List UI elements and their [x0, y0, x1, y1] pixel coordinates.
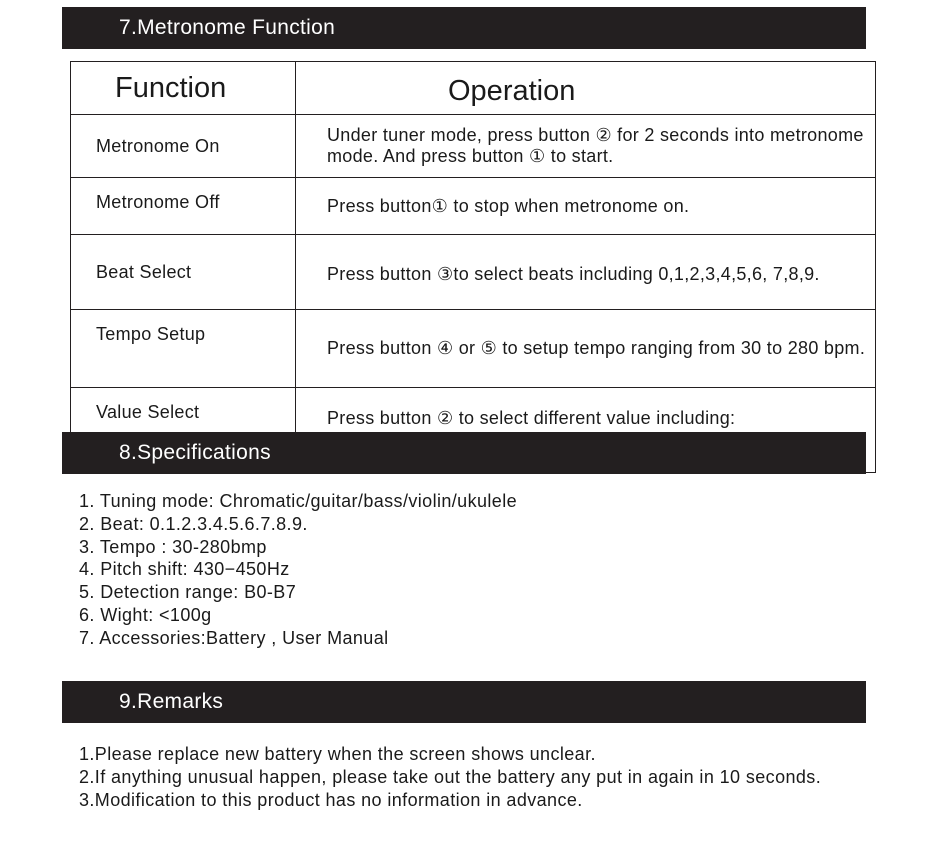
remarks-list	[79, 743, 839, 812]
section-8-title: 8.Specifications	[119, 441, 271, 464]
list-item: 1.Please replace new battery when the screen shows unclear.	[79, 744, 596, 764]
list-item: 7. Accessories:Battery , User Manual	[79, 627, 389, 648]
operation-text: Press button ② to select different value including:	[327, 407, 736, 428]
list-item: 2.If anything unusual happen, please take out the battery any put in again in 10 seconds.	[79, 767, 822, 787]
section-7-header	[62, 7, 866, 49]
list-item: 1. Tuning mode: Chromatic/guitar/bass/violin/ukulele	[79, 491, 518, 511]
operation-cell: Under tuner mode, press button ② for 2 seconds into metronome mode. And press button ① to start.	[296, 115, 876, 178]
section-9-title: 9.Remarks	[119, 690, 224, 713]
table-row	[71, 235, 876, 310]
list-item: 5. Detection range: B0-B7	[79, 582, 297, 603]
function-cell: Beat Select	[71, 235, 296, 310]
table-header-row	[71, 62, 876, 115]
table-row	[71, 310, 876, 388]
list-item: 4. Pitch shift: 430−450Hz	[79, 559, 290, 580]
operation-column-header: Operation	[296, 62, 876, 115]
specifications-list	[79, 490, 517, 650]
section-9-header	[62, 681, 866, 723]
operation-cell: Press button ④ or ⑤ to setup tempo ranging from 30 to 280 bpm.	[296, 310, 876, 388]
function-cell: Value Select	[71, 388, 296, 473]
list-item: 2. Beat: 0.1.2.3.4.5.6.7.8.9.	[79, 513, 308, 534]
function-cell: Tempo Setup	[71, 310, 296, 388]
list-item: 6. Wight: <100g	[79, 604, 212, 625]
operation-cell: Press button① to stop when metronome on.	[296, 178, 876, 235]
list-item: 3.Modification to this product has no information in advance.	[79, 790, 583, 810]
table-row	[71, 178, 876, 235]
section-8-header	[62, 432, 866, 474]
section-7-title: 7.Metronome Function	[119, 16, 336, 39]
metronome-function-table	[70, 61, 876, 473]
list-item: 3. Tempo : 30-280bmp	[79, 536, 267, 557]
function-column-header: Function	[71, 62, 296, 115]
table-row	[71, 115, 876, 178]
function-cell: Metronome On	[71, 115, 296, 178]
operation-cell: Press button ③to select beats including 0,1,2,3,4,5,6, 7,8,9.	[296, 235, 876, 310]
function-cell: Metronome Off	[71, 178, 296, 235]
